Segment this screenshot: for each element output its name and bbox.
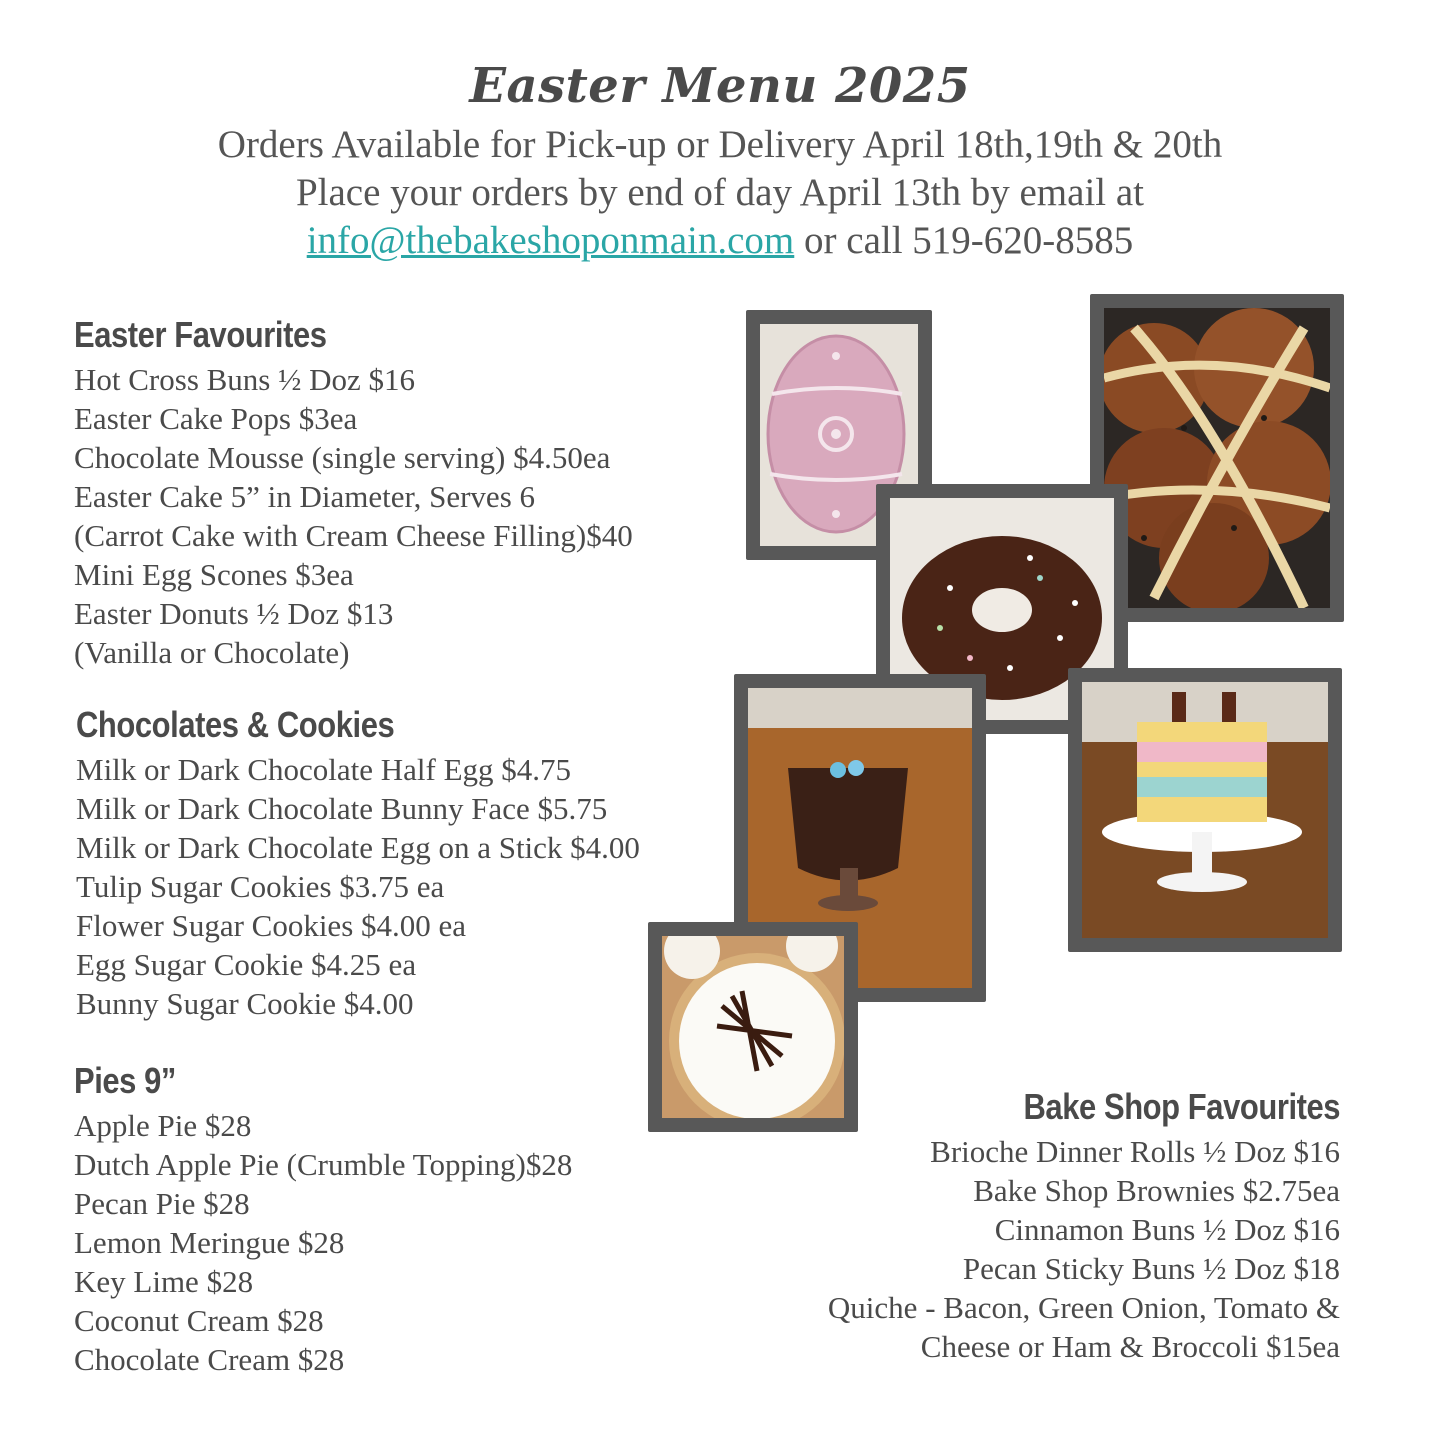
hot-cross-buns-image xyxy=(1104,308,1330,608)
pickup-dates-line: Orders Available for Pick-up or Delivery April 18th,19th & 20th xyxy=(217,123,1223,166)
phone-text: or call 519-620-8585 xyxy=(794,219,1134,262)
section-heading: Pies 9” xyxy=(74,1060,176,1101)
easter-cake-photo xyxy=(1068,668,1342,952)
menu-item: Dutch Apple Pie (Crumble Topping)$28 xyxy=(74,1147,573,1182)
menu-item: Flower Sugar Cookies $4.00 ea xyxy=(76,908,467,943)
menu-item: Tulip Sugar Cookies $3.75 ea xyxy=(76,869,445,904)
menu-item: Easter Cake 5” in Diameter, Serves 6 xyxy=(74,479,536,514)
cream-pie-photo xyxy=(648,922,858,1132)
menu-item: Bake Shop Brownies $2.75ea xyxy=(973,1173,1340,1208)
email-link[interactable]: info@thebakeshoponmain.com xyxy=(306,219,795,262)
menu-item: Lemon Meringue $28 xyxy=(74,1225,345,1260)
chocolates-cookies-section xyxy=(76,704,640,1023)
cream-pie-image xyxy=(662,936,844,1118)
section-heading: Chocolates & Cookies xyxy=(76,704,395,745)
menu-item: Chocolate Cream $28 xyxy=(74,1342,345,1377)
menu-item: (Vanilla or Chocolate) xyxy=(74,635,350,670)
menu-list xyxy=(74,360,633,672)
section-heading: Easter Favourites xyxy=(74,314,327,355)
menu-list xyxy=(76,750,640,1023)
section-heading: Bake Shop Favourites xyxy=(1023,1086,1340,1127)
menu-item: Bunny Sugar Cookie $4.00 xyxy=(76,986,414,1021)
contact-line xyxy=(0,218,1440,263)
menu-item: Brioche Dinner Rolls ½ Doz $16 xyxy=(930,1134,1340,1169)
menu-item: Hot Cross Buns ½ Doz $16 xyxy=(74,362,416,397)
menu-item: Chocolate Mousse (single serving) $4.50ea xyxy=(74,440,611,475)
menu-item: Easter Donuts ½ Doz $13 xyxy=(74,596,394,631)
menu-item: Apple Pie $28 xyxy=(74,1108,252,1143)
menu-item: Key Lime $28 xyxy=(74,1264,254,1299)
menu-item: Easter Cake Pops $3ea xyxy=(74,401,358,436)
menu-item: Pecan Pie $28 xyxy=(74,1186,250,1221)
menu-title: Easter Menu 2025 xyxy=(469,58,971,114)
menu-item: Milk or Dark Chocolate Bunny Face $5.75 xyxy=(76,791,608,826)
menu-item: Cheese or Ham & Broccoli $15ea xyxy=(920,1329,1340,1364)
menu-item: (Carrot Cake with Cream Cheese Filling)$40 xyxy=(74,518,633,553)
menu-item: Milk or Dark Chocolate Egg on a Stick $4.00 xyxy=(76,830,640,865)
pies-section xyxy=(74,1060,572,1379)
menu-item: Cinnamon Buns ½ Doz $16 xyxy=(994,1212,1340,1247)
menu-item: Coconut Cream $28 xyxy=(74,1303,324,1338)
menu-item: Quiche - Bacon, Green Onion, Tomato & xyxy=(827,1290,1340,1325)
bake-shop-favourites-section xyxy=(828,1086,1340,1366)
menu-list xyxy=(74,1106,572,1379)
menu-list xyxy=(828,1132,1340,1366)
easter-cake-image xyxy=(1082,682,1328,938)
easter-favourites-section xyxy=(74,314,633,672)
hot-cross-buns-photo xyxy=(1090,294,1344,622)
order-deadline-line: Place your orders by end of day April 13th by email at xyxy=(295,171,1145,214)
menu-item: Milk or Dark Chocolate Half Egg $4.75 xyxy=(76,752,572,787)
menu-item: Egg Sugar Cookie $4.25 ea xyxy=(76,947,417,982)
menu-item: Mini Egg Scones $3ea xyxy=(74,557,354,592)
menu-item: Pecan Sticky Buns ½ Doz $18 xyxy=(962,1251,1340,1286)
